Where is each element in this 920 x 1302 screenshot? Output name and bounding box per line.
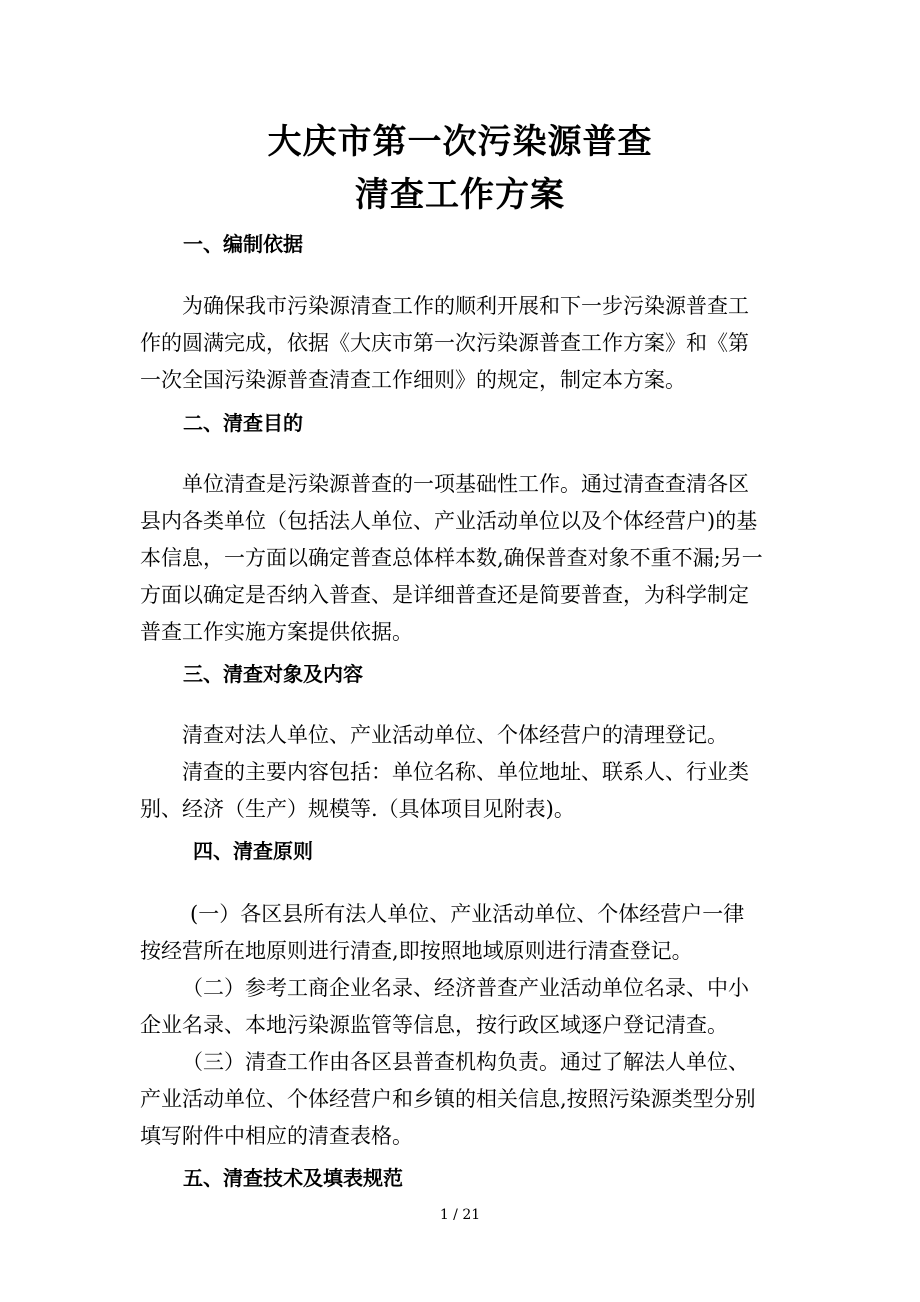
paragraph-line: （二）参考工商企业名录、经济普查产业活动单位名录、中小 <box>182 976 749 1000</box>
document-title-line-1: 大庆市第一次污染源普查 <box>267 122 653 162</box>
paragraph-line: 别、经济（生产）规模等.（具体项目见附表)。 <box>140 797 575 821</box>
page-number: 1 / 21 <box>439 1207 481 1223</box>
paragraph-line: 清查的主要内容包括：单位名称、单位地址、联系人、行业类 <box>182 760 749 784</box>
paragraph-line: 填写附件中相应的清查表格。 <box>140 1124 413 1148</box>
paragraph-line: 本信息，一方面以确定普查总体样本数,确保普查对象不重不漏;另一 <box>140 546 763 570</box>
paragraph-line: 县内各类单位（包括法人单位、产业活动单位以及个体经营户)的基 <box>140 509 758 533</box>
section-heading-scope: 三、清查对象及内容 <box>183 662 363 686</box>
paragraph-line: （三）清查工作由各区县普查机构负责。通过了解法人单位、 <box>182 1050 749 1074</box>
paragraph-line: 一次全国污染源普查清查工作细则》的规定，制定本方案。 <box>140 368 686 392</box>
paragraph-line: (一）各区县所有法人单位、产业活动单位、个体经营户一律 <box>190 902 745 926</box>
paragraph-line: 单位清查是污染源普查的一项基础性工作。通过清查查清各区 <box>182 472 749 496</box>
paragraph-line: 企业名录、本地污染源监管等信息，按行政区域逐户登记清查。 <box>140 1013 728 1037</box>
paragraph-line: 为确保我市污染源清查工作的顺利开展和下一步污染源普查工 <box>182 294 749 318</box>
paragraph-line: 按经营所在地原则进行清查,即按照地域原则进行清查登记。 <box>140 939 693 963</box>
section-heading-principles: 四、清查原则 <box>193 839 313 863</box>
paragraph-line: 产业活动单位、个体经营户和乡镇的相关信息,按照污染源类型分别 <box>140 1087 756 1111</box>
document-title-line-2: 清查工作方案 <box>355 175 565 215</box>
paragraph-line: 方面以确定是否纳入普查、是详细普查还是简要普查，为科学制定 <box>140 583 749 607</box>
paragraph-line: 清查对法人单位、产业活动单位、个体经营户的清理登记。 <box>182 723 728 747</box>
section-heading-basis: 一、编制依据 <box>183 232 303 256</box>
section-heading-technical-spec: 五、清查技术及填表规范 <box>183 1166 403 1190</box>
paragraph-line: 普查工作实施方案提供依据。 <box>140 620 413 644</box>
section-heading-purpose: 二、清查目的 <box>183 411 303 435</box>
paragraph-line: 作的圆满完成，依据《大庆市第一次污染源普查工作方案》和《第 <box>140 331 749 355</box>
